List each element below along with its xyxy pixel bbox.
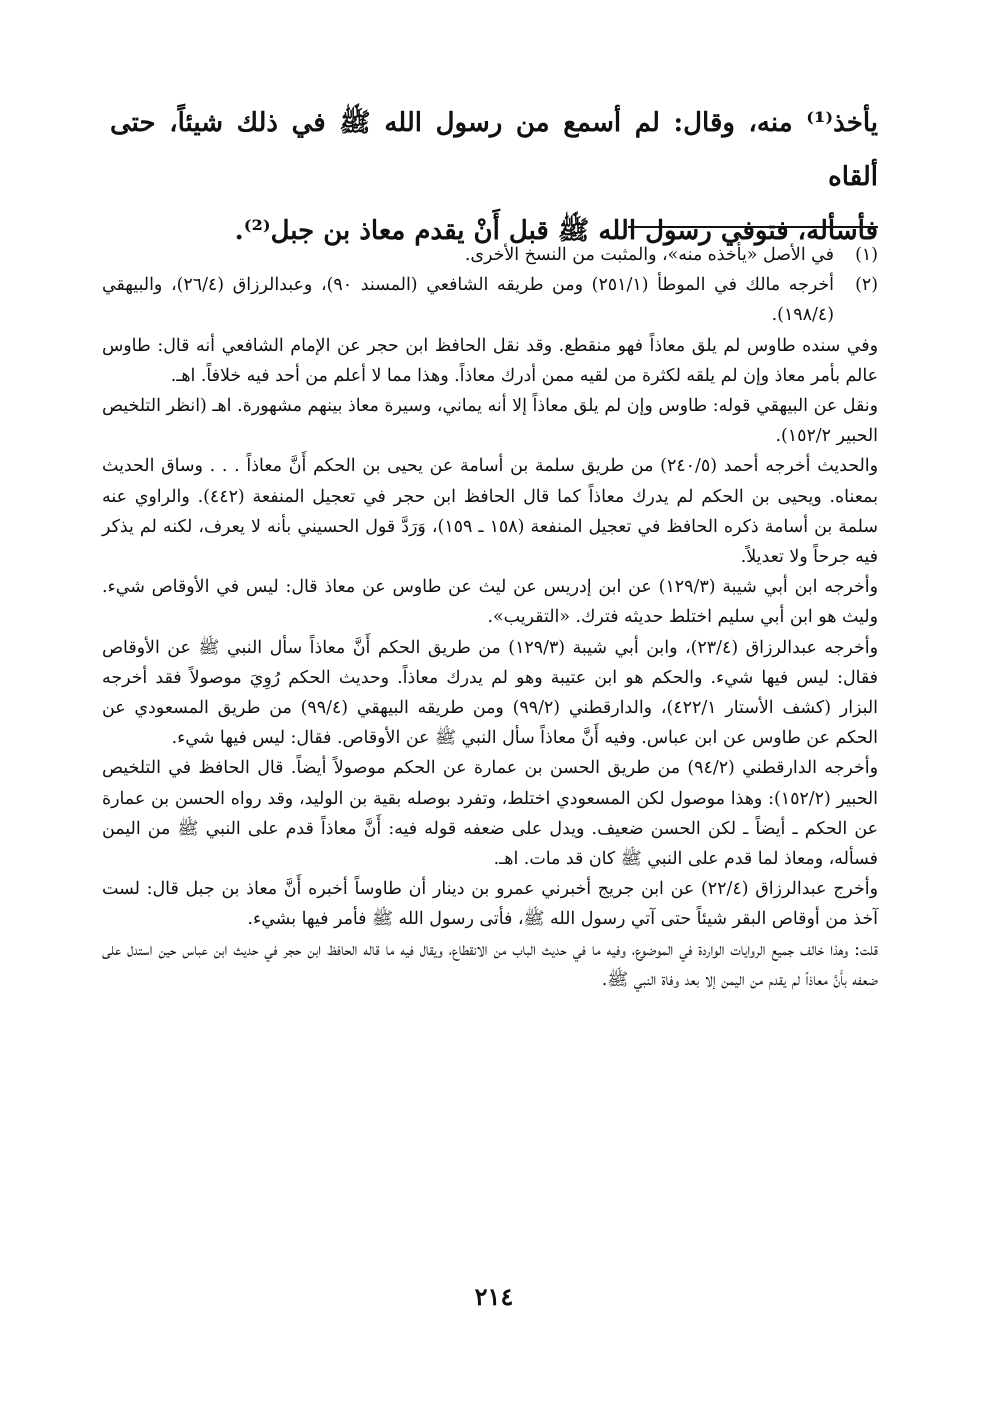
footnote-paragraph: وأخرجه الدارقطني (٩٤/٢) من طريق الحسن بن عمارة عن الحكم موصولاً أيضاً. قال الحافظ في التلخيص الحبير (١٥٢/٢): وهذا موصول لكن المسعودي اختلط، وتفرد بوصله بقية بن الوليد، وقد رواه الحسن بن عمارة عن الحكم ـ أيضاً ـ لكن الحسن ضعيف. ويدل على ضعفه قوله فيه: أَنَّ معاذاً قدم على النبي ﷺ من اليمن فسأله، ومعاذ لما قدم على النبي ﷺ كان قد مات. اهـ.	[102, 758, 879, 870]
footnotes-section	[102, 240, 878, 995]
footnote-text: في الأصل «يأخذه منه»، والمثبت من النسخ الأخرى.	[464, 245, 834, 265]
footnote-number: (١)	[855, 245, 878, 265]
footnote-paragraph: وأخرج عبدالرزاق (٢٢/٤) عن ابن جريج أخبرني عمرو بن دينار أن طاوساً أخبره أَنَّ معاذ بن جبل قال: لست آخذ من أوقاص البقر شيئاً حتى آتي رسول الله ﷺ، فأتى رسول الله ﷺ فأمر فيها بشيء.	[102, 879, 878, 930]
footnote-paragraph: قلت: وهذا خالف جميع الروايات الواردة في الموضوع، وفيه ما في حديث الباب من الانقطاع، ويقال فيه ما قاله الحافظ ابن حجر في حديث ابن عباس حين استدل على ضعفه بأَنَّ معاذاً لم يقدم من اليمن إلا بعد وفاة النبي ﷺ.	[102, 939, 878, 990]
footnote-paragraph: وأخرجه عبدالرزاق (٢٣/٤)، وابن أبي شيبة (١٢٩/٣) من طريق الحكم أَنَّ معاذاً سأل النبي ﷺ عن الأوقاص فقال: ليس فيها شيء. والحكم هو ابن عتيبة وهو لم يدرك معاذاً. وحديث الحكم رُوِيَ موصولاً فقد أخرجه البزار (كشف الأستار ٤٢٢/١)، والدارقطني (٩٩/٢) ومن طريقه البيهقي (٩٩/٤) من طريق المسعودي عن الحكم عن طاوس عن ابن عباس. وفيه أَنَّ معاذاً سأل النبي ﷺ عن الأوقاص. فقال: ليس فيها شيء.	[102, 637, 879, 749]
page-number: ٢١٤	[474, 1282, 514, 1311]
main-text-line-1: يأخذ⁽¹⁾ منه، وقال: لم أسمع من رسول الله ﷺ في ذلك شيئاً، حتى ألقاه	[110, 108, 878, 192]
footnote-separator	[628, 226, 878, 228]
footnote-paragraph: وأخرجه ابن أبي شيبة (١٢٩/٣) عن ابن إدريس عن ليث عن طاوس عن معاذ قال: ليس في الأوقاص شيء. وليث هو ابن أبي سليم اختلط حديثه فترك. «التقريب».	[102, 577, 879, 628]
footnote-paragraph: والحديث أخرجه أحمد (٢٤٠/٥) من طريق سلمة بن أسامة عن يحيى بن الحكم أَنَّ معاذاً . . . وساق الحديث بمعناه. ويحيى بن الحكم لم يدرك معاذاً كما قال الحافظ ابن حجر في تعجيل المنفعة (٤٤٢). والراوي عنه سلمة بن أسامة ذكره الحافظ في تعجيل المنفعة (١٥٨ ـ ١٥٩)، وَرَدَّ قول الحسيني بأنه لا يعرف، لكنه لم يذكر فيه جرحاً ولا تعديلاً.	[102, 456, 878, 568]
main-text	[110, 96, 878, 258]
main-text-line-2: فأسأله، فتوفي رسول الله ﷺ قبل أَنْ يقدم معاذ بن جبل⁽²⁾.	[234, 216, 878, 246]
footnote-text: أخرجه مالك في الموطأ (٢٥١/١) ومن طريقه الشافعي (المسند ٩٠)، وعبدالرزاق (٢٦/٤)، والبيهقي (١٩٨/٤).	[102, 275, 835, 326]
footnote-number: (٢)	[855, 275, 878, 296]
footnote-paragraph: ونقل عن البيهقي قوله: طاوس وإن لم يلق معاذاً إلا أنه يماني، وسيرة معاذ بينهم مشهورة. اهـ (انظر التلخيص الحبير ١٥٢/٢).	[102, 396, 878, 447]
footnote-1	[102, 240, 878, 270]
footnote-2	[102, 270, 878, 330]
footnote-paragraph: وفي سنده طاوس لم يلق معاذاً فهو منقطع. وقد نقل الحافظ ابن حجر عن الإمام الشافعي أنه قال: طاوس عالم بأمر معاذ وإن لم يلقه لكثرة من لقيه ممن أدرك معاذاً. وهذا مما لا أعلم من أحد فيه خلافاً. اهـ.	[102, 335, 878, 386]
